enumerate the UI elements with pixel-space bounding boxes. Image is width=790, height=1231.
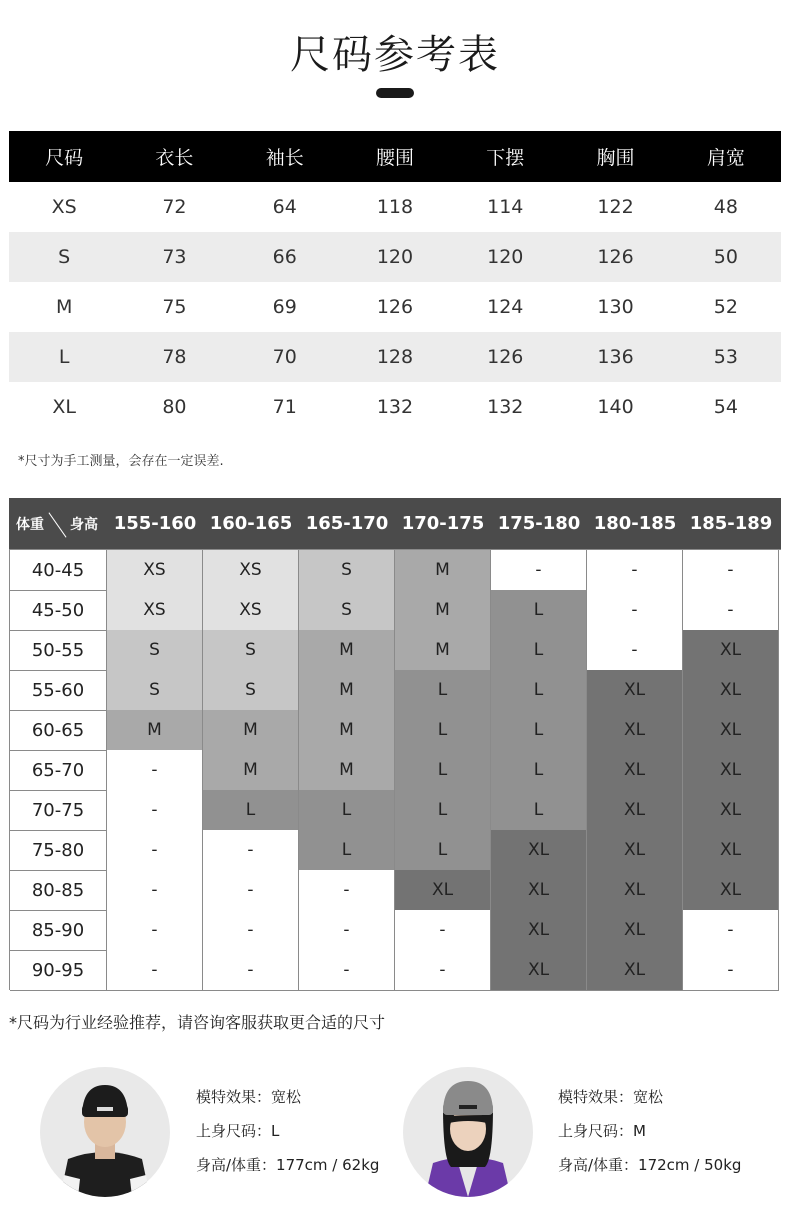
- table-cell: XS: [51, 196, 77, 218]
- size-cell: S: [107, 670, 203, 711]
- height-header: 180-185: [593, 513, 677, 534]
- grid-row: [10, 830, 781, 870]
- table-cell: 48: [713, 196, 738, 218]
- table-cell: 52: [713, 296, 738, 318]
- size-cell: M: [203, 710, 299, 751]
- header-length: 衣长: [155, 147, 194, 169]
- height-header: 185-189: [689, 513, 773, 534]
- weight-label: 40-45: [10, 550, 107, 591]
- table-row: [9, 332, 781, 382]
- size-cell: XL: [683, 790, 779, 831]
- table-cell: XL: [52, 396, 76, 418]
- header-hem: 下摆: [486, 147, 525, 169]
- size-cell: XL: [491, 950, 587, 991]
- size-cell: L: [203, 790, 299, 831]
- height-header: 170-175: [401, 513, 485, 534]
- size-cell: XL: [491, 830, 587, 871]
- model-illustration: [40, 1067, 170, 1197]
- table-cell: 54: [713, 396, 738, 418]
- size-cell: XL: [395, 870, 491, 911]
- table-cell: 120: [487, 246, 524, 268]
- size-cell: -: [587, 630, 683, 671]
- size-cell: XL: [491, 870, 587, 911]
- weight-label: 75-80: [10, 830, 107, 871]
- header-sleeve: 袖长: [265, 147, 304, 169]
- table-cell: 128: [376, 346, 414, 368]
- size-cell: L: [491, 630, 587, 671]
- model-effect: 模特效果：宽松: [196, 1088, 302, 1106]
- weight-label: 90-95: [10, 950, 107, 991]
- size-cell: -: [203, 830, 299, 871]
- table-cell: 71: [272, 396, 297, 418]
- size-cell: S: [107, 630, 203, 671]
- height-header: 175-180: [497, 513, 581, 534]
- model-body: 身高/体重：172cm / 50kg: [558, 1156, 742, 1174]
- table-cell: 50: [713, 246, 738, 268]
- weight-label: 45-50: [10, 590, 107, 631]
- grid-row: [10, 790, 781, 830]
- size-cell: XS: [203, 590, 299, 631]
- size-cell: XL: [587, 950, 683, 991]
- model-size: 上身尺码：M: [558, 1122, 646, 1140]
- size-cell: XL: [683, 710, 779, 751]
- grid-row: [10, 870, 781, 910]
- size-cell: -: [107, 950, 203, 991]
- recommendation-header: [9, 498, 781, 549]
- table-cell: M: [55, 296, 73, 318]
- size-cell: M: [299, 710, 395, 751]
- table-cell: 132: [376, 396, 414, 418]
- table-cell: 124: [487, 296, 524, 318]
- size-cell: M: [395, 590, 491, 631]
- size-cell: L: [395, 670, 491, 711]
- size-cell: -: [107, 870, 203, 911]
- grid-row: [10, 550, 781, 590]
- table-row: [9, 232, 781, 282]
- weight-label: 85-90: [10, 910, 107, 951]
- table-cell: 70: [272, 346, 297, 368]
- size-cell: XL: [683, 670, 779, 711]
- table-cell: 75: [162, 296, 187, 318]
- model-photo-female: [403, 1067, 533, 1197]
- size-cell: -: [587, 550, 683, 591]
- size-cell: XL: [587, 750, 683, 791]
- size-cell: -: [107, 750, 203, 791]
- header-chest: 胸围: [596, 147, 635, 169]
- size-cell: L: [395, 830, 491, 871]
- size-cell: -: [299, 910, 395, 951]
- table-cell: 64: [272, 196, 297, 218]
- size-cell: -: [299, 950, 395, 991]
- size-cell: L: [491, 590, 587, 631]
- height-header: 160-165: [209, 513, 293, 534]
- size-cell: M: [299, 670, 395, 711]
- model-photo-male: [40, 1067, 170, 1197]
- model-info-female: [558, 1087, 741, 1189]
- header-size: 尺码: [45, 147, 84, 169]
- measurement-note: *尺寸为手工测量，会存在一定误差.: [18, 454, 224, 469]
- size-cell: M: [395, 550, 491, 591]
- size-cell: XL: [587, 830, 683, 871]
- table-cell: S: [58, 246, 71, 268]
- size-cell: S: [203, 670, 299, 711]
- weight-label: 80-85: [10, 870, 107, 911]
- size-cell: M: [299, 750, 395, 791]
- grid-row: [10, 710, 781, 750]
- size-cell: XL: [587, 870, 683, 911]
- size-cell: -: [107, 790, 203, 831]
- weight-label: 65-70: [10, 750, 107, 791]
- model-effect: 模特效果：宽松: [558, 1088, 664, 1106]
- weight-label: 60-65: [10, 710, 107, 751]
- size-chart-header: [9, 131, 781, 182]
- size-cell: -: [683, 910, 779, 951]
- size-cell: XL: [587, 790, 683, 831]
- size-cell: XL: [683, 870, 779, 911]
- size-recommendation-table: [9, 498, 781, 990]
- table-cell: 53: [713, 346, 738, 368]
- size-cell: L: [395, 790, 491, 831]
- size-cell: XL: [587, 710, 683, 751]
- table-cell: 126: [487, 346, 524, 368]
- table-cell: 120: [376, 246, 414, 268]
- size-cell: S: [203, 630, 299, 671]
- header-waist: 腰围: [375, 147, 414, 169]
- table-row: [9, 382, 781, 432]
- grid-row: [10, 950, 781, 990]
- size-cell: XS: [107, 590, 203, 631]
- table-cell: 126: [597, 246, 634, 268]
- weight-label: 55-60: [10, 670, 107, 711]
- size-cell: M: [203, 750, 299, 791]
- table-cell: 66: [272, 246, 297, 268]
- size-cell: S: [299, 550, 395, 591]
- table-cell: 69: [272, 296, 297, 318]
- table-cell: 132: [487, 396, 524, 418]
- corner-divider: [48, 512, 66, 537]
- title-underline: [376, 88, 414, 98]
- size-cell: -: [107, 910, 203, 951]
- model-info-male: [196, 1087, 379, 1189]
- size-cell: XL: [587, 910, 683, 951]
- table-cell: 126: [376, 296, 414, 318]
- model-illustration: [403, 1067, 533, 1197]
- size-cell: L: [491, 710, 587, 751]
- size-cell: -: [395, 950, 491, 991]
- size-cell: -: [395, 910, 491, 951]
- size-cell: L: [299, 830, 395, 871]
- size-cell: -: [587, 590, 683, 631]
- size-cell: L: [491, 750, 587, 791]
- table-cell: 122: [597, 196, 634, 218]
- recommendation-note: *尺码为行业经验推荐，请咨询客服获取更合适的尺寸: [9, 1013, 386, 1032]
- table-cell: 140: [597, 396, 634, 418]
- table-cell: 114: [487, 196, 524, 218]
- header-corner: [9, 498, 107, 549]
- recommendation-grid: [9, 549, 781, 990]
- model-body: 身高/体重：177cm / 62kg: [196, 1156, 380, 1174]
- size-cell: -: [203, 950, 299, 991]
- size-cell: XL: [683, 630, 779, 671]
- size-cell: -: [683, 550, 779, 591]
- table-cell: 136: [597, 346, 634, 368]
- table-cell: 130: [597, 296, 634, 318]
- grid-row: [10, 630, 781, 670]
- size-cell: L: [395, 750, 491, 791]
- size-cell: XL: [683, 750, 779, 791]
- height-header: 165-170: [305, 513, 389, 534]
- size-cell: -: [299, 870, 395, 911]
- table-cell: L: [58, 346, 70, 368]
- table-cell: 118: [376, 196, 414, 218]
- size-cell: XS: [203, 550, 299, 591]
- size-cell: -: [203, 910, 299, 951]
- size-cell: L: [299, 790, 395, 831]
- corner-height-label: 身高: [70, 517, 98, 533]
- header-shoulder: 肩宽: [706, 147, 745, 169]
- size-cell: XL: [491, 910, 587, 951]
- size-cell: M: [395, 630, 491, 671]
- weight-label: 50-55: [10, 630, 107, 671]
- table-row: [9, 282, 781, 332]
- grid-row: [10, 910, 781, 950]
- size-cell: XS: [107, 550, 203, 591]
- size-cell: -: [683, 590, 779, 631]
- table-cell: 72: [162, 196, 187, 218]
- size-cell: -: [203, 870, 299, 911]
- page-title: 尺码参考表: [290, 32, 500, 78]
- size-cell: L: [395, 710, 491, 751]
- size-cell: M: [299, 630, 395, 671]
- model-size: 上身尺码：L: [196, 1122, 280, 1140]
- corner-weight-label: 体重: [16, 517, 44, 533]
- size-cell: S: [299, 590, 395, 631]
- table-cell: 78: [162, 346, 187, 368]
- table-row: [9, 182, 781, 232]
- weight-label: 70-75: [10, 790, 107, 831]
- size-cell: -: [491, 550, 587, 591]
- size-cell: -: [107, 830, 203, 871]
- size-cell: M: [107, 710, 203, 751]
- grid-row: [10, 670, 781, 710]
- size-cell: L: [491, 790, 587, 831]
- size-cell: XL: [587, 670, 683, 711]
- size-chart-table: [9, 131, 781, 432]
- height-header: 155-160: [113, 513, 197, 534]
- grid-row: [10, 590, 781, 630]
- size-cell: XL: [683, 830, 779, 871]
- size-cell: L: [491, 670, 587, 711]
- size-cell: -: [683, 950, 779, 991]
- table-cell: 73: [162, 246, 187, 268]
- table-cell: 80: [162, 396, 187, 418]
- grid-row: [10, 750, 781, 790]
